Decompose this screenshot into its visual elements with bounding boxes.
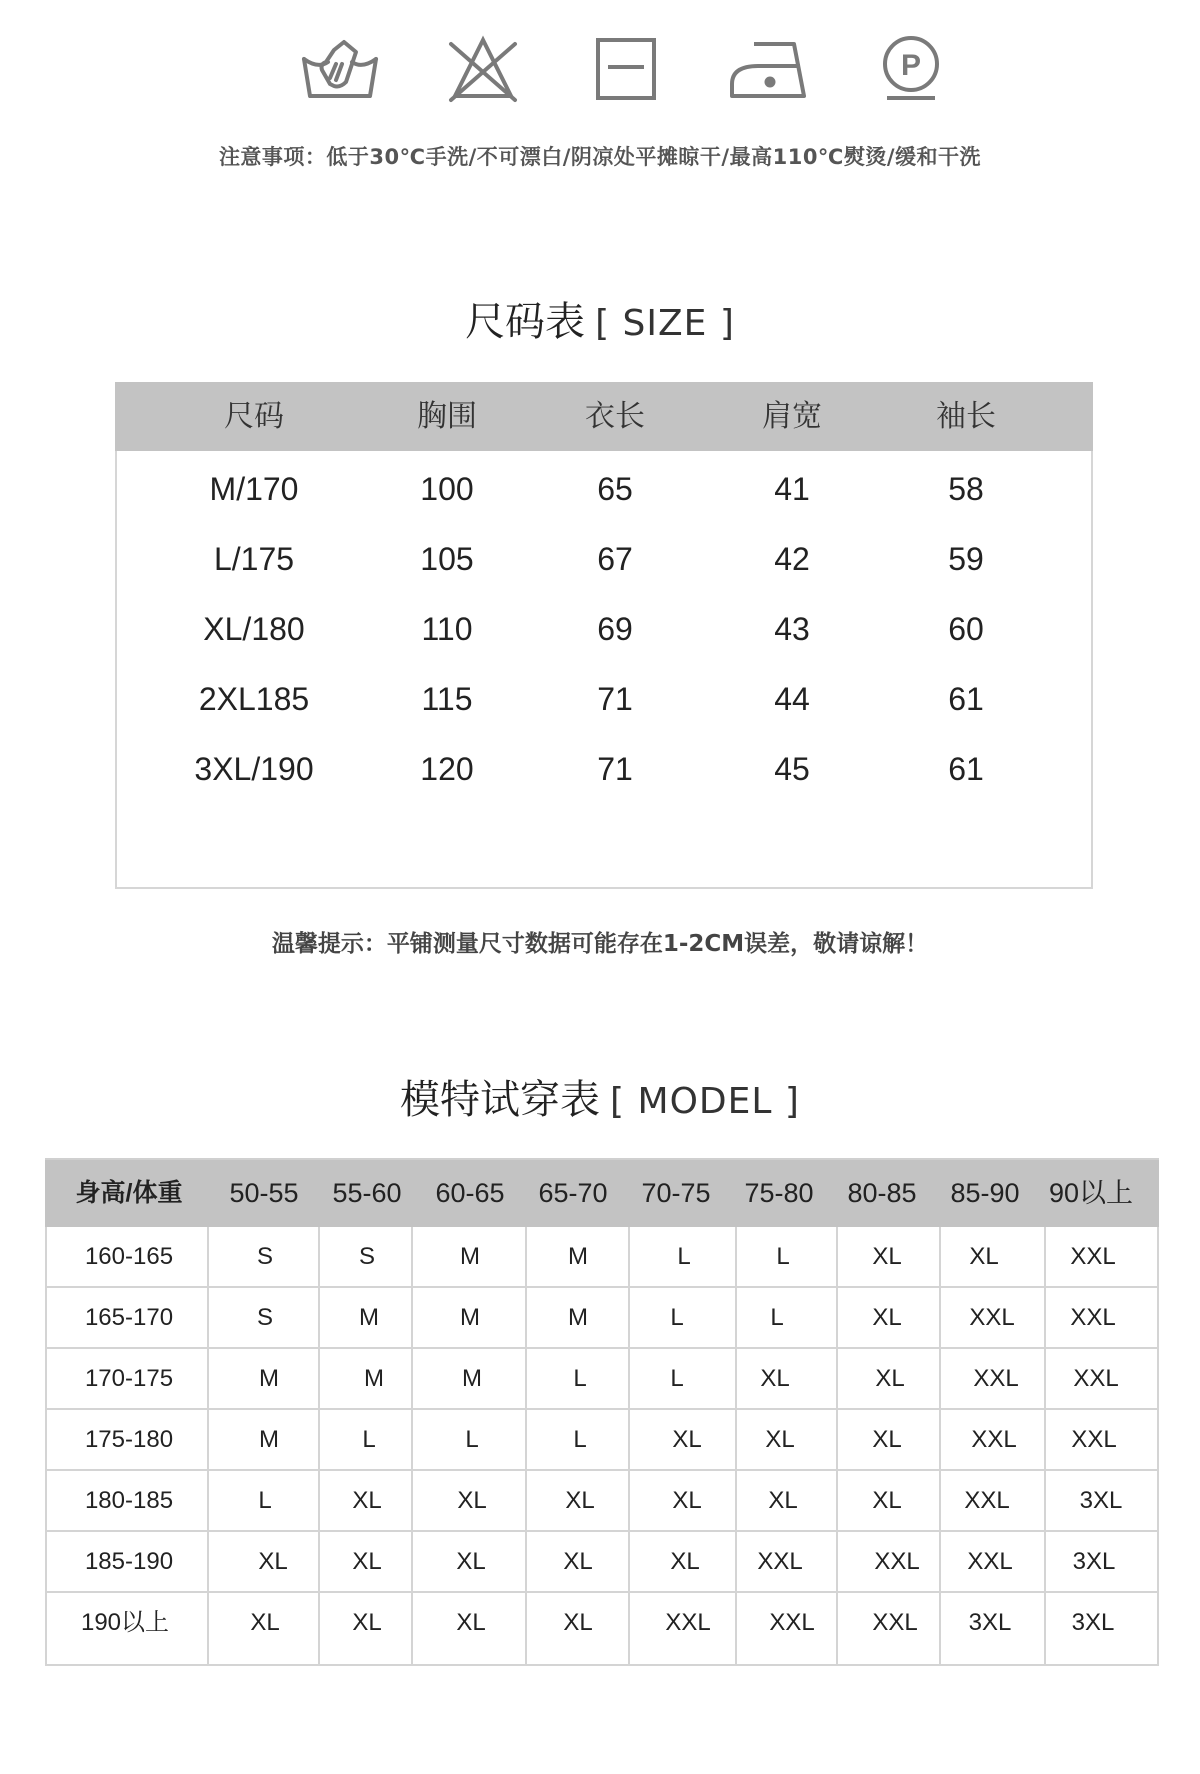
cell-size: XXL [971, 1426, 1017, 1453]
care-icons-row [0, 34, 1200, 104]
cell-size: XL [563, 1609, 593, 1636]
cell-shoulder: 41 [774, 471, 810, 507]
cell-height: 175-180 [84, 1426, 174, 1453]
header-weight-range: 70-75 [641, 1178, 711, 1208]
cell-chest: 105 [420, 541, 474, 577]
cell-size: XXL [964, 1487, 1010, 1514]
cell-height: 185-190 [84, 1548, 174, 1575]
cell-size: XL [672, 1426, 702, 1453]
table-row [115, 524, 1093, 594]
table-row [47, 1288, 1157, 1349]
cell-size: XL [760, 1365, 790, 1392]
cell-size: L [670, 1365, 684, 1392]
cell-size: L [770, 1304, 784, 1331]
cell-size: XL [670, 1548, 700, 1575]
cell-size: XXL [969, 1304, 1015, 1331]
header-sleeve: 袖长 [936, 399, 996, 434]
size-chart-header-row [115, 382, 1093, 451]
cell-shoulder: 42 [774, 541, 810, 577]
cell-size: M [359, 1304, 379, 1331]
cell-size: XXL [1070, 1304, 1116, 1331]
size-chart-title-cn: 尺码表 [465, 299, 586, 345]
cell-size: L [677, 1243, 691, 1270]
cell-size: XXL [665, 1609, 711, 1636]
cell-size: M [568, 1243, 588, 1270]
cell-shoulder: 43 [774, 611, 810, 647]
table-row [115, 454, 1093, 524]
cell-size: L [362, 1426, 376, 1453]
model-fit-body [45, 1227, 1159, 1666]
cell-size: S [256, 1243, 274, 1270]
cell-height: 165-170 [84, 1304, 174, 1331]
header-weight-range: 55-60 [332, 1178, 402, 1208]
cell-size: M [259, 1365, 279, 1392]
svg-text:P: P [900, 49, 922, 82]
cell-chest: 110 [421, 611, 473, 647]
cell-size: L [258, 1487, 272, 1514]
table-row [47, 1227, 1157, 1288]
cell-size: 3XL [1071, 1609, 1115, 1636]
header-weight-range: 80-85 [847, 1178, 917, 1208]
cell-size: 3XL [1079, 1487, 1123, 1514]
cell-size: XXL [769, 1609, 815, 1636]
cell-length: 71 [597, 681, 633, 717]
cell-size: XL [872, 1426, 902, 1453]
cell-size: XXL [757, 1548, 803, 1575]
cell-size: XL [352, 1609, 382, 1636]
cell-size: L [776, 1243, 790, 1270]
cell-size: M [259, 1426, 279, 1453]
cell-size: XL [672, 1487, 702, 1514]
cell-size: M/170 [209, 471, 299, 507]
cell-size: XL [457, 1487, 487, 1514]
dry-flat-shade-icon [586, 34, 666, 104]
cell-size: XXL [872, 1609, 918, 1636]
cell-chest: 100 [420, 471, 474, 507]
model-chart-title [0, 1068, 1200, 1125]
cell-size: L [573, 1426, 587, 1453]
cell-size: XXL [967, 1548, 1013, 1575]
cell-size: 2XL185 [198, 681, 310, 717]
table-row [115, 664, 1093, 734]
cell-size: XL [872, 1243, 902, 1270]
cell-size: L [573, 1365, 587, 1392]
table-row [47, 1410, 1157, 1471]
header-weight-range: 75-80 [744, 1178, 814, 1208]
cell-size: XL [875, 1365, 905, 1392]
header-weight-range: 65-70 [538, 1178, 608, 1208]
cell-size: XXL [1073, 1365, 1119, 1392]
header-shoulder: 肩宽 [762, 399, 822, 434]
table-row [47, 1471, 1157, 1532]
cell-size: XL [768, 1487, 798, 1514]
header-length: 衣长 [585, 399, 645, 434]
cell-size: S [256, 1304, 274, 1331]
cell-size: XXL [1070, 1243, 1116, 1270]
header-weight-range: 90以上 [1048, 1178, 1134, 1208]
cell-size: XL [456, 1609, 486, 1636]
cell-size: XL [565, 1487, 595, 1514]
table-row [115, 734, 1093, 804]
header-chest: 胸围 [417, 399, 477, 434]
cell-sleeve: 61 [948, 681, 984, 717]
cell-size: XL [872, 1304, 902, 1331]
care-instructions-text: 注意事项：低于30℃手洗/不可漂白/阴凉处平摊晾干/最高110℃熨烫/缓和干洗 [218, 145, 982, 169]
dry-clean-p-icon [871, 34, 951, 104]
header-height-weight: 身高/体重 [75, 1179, 183, 1207]
measurement-tip: 温馨提示：平铺测量尺寸数据可能存在1-2CM误差，敬请谅解！ [271, 931, 929, 957]
cell-size: L/175 [213, 541, 295, 577]
cell-chest: 120 [420, 751, 474, 787]
cell-size: XL [352, 1548, 382, 1575]
cell-size: XL [258, 1548, 288, 1575]
cell-height: 180-185 [84, 1487, 174, 1514]
cell-size: XL [456, 1548, 486, 1575]
model-fit-header-row [45, 1158, 1159, 1227]
cell-size: XL [352, 1487, 382, 1514]
cell-chest: 115 [421, 681, 473, 717]
size-chart-title [0, 290, 1200, 347]
iron-low-icon [728, 34, 808, 104]
cell-size: M [462, 1365, 482, 1392]
table-row [115, 594, 1093, 664]
hand-wash-30-icon [300, 34, 380, 104]
header-size: 尺码 [224, 399, 284, 434]
cell-sleeve: 58 [948, 471, 984, 507]
cell-size: M [568, 1304, 588, 1331]
cell-size: M [460, 1243, 480, 1270]
cell-size: XL [563, 1548, 593, 1575]
header-weight-range: 50-55 [229, 1178, 299, 1208]
cell-length: 65 [597, 471, 633, 507]
cell-size: M [460, 1304, 480, 1331]
header-weight-range: 85-90 [950, 1178, 1020, 1208]
size-chart-title-en: [ SIZE ] [595, 303, 735, 344]
table-row [47, 1593, 1157, 1654]
cell-size: M [364, 1365, 384, 1392]
cell-shoulder: 44 [774, 681, 810, 717]
cell-size: XXL [973, 1365, 1019, 1392]
cell-height: 160-165 [84, 1243, 174, 1270]
cell-length: 67 [597, 541, 633, 577]
table-row [47, 1532, 1157, 1593]
cell-size: XL [250, 1609, 280, 1636]
do-not-bleach-icon [443, 34, 523, 104]
cell-sleeve: 61 [948, 751, 984, 787]
cell-length: 69 [597, 611, 633, 647]
cell-size: XL [969, 1243, 999, 1270]
cell-size: XL [872, 1487, 902, 1514]
cell-size: L [465, 1426, 479, 1453]
table-row [47, 1349, 1157, 1410]
cell-shoulder: 45 [774, 751, 810, 787]
cell-size: XXL [874, 1548, 920, 1575]
cell-size: 3XL/190 [194, 751, 314, 787]
cell-size: XL/180 [203, 611, 305, 647]
model-chart-title-cn: 模特试穿表 [400, 1077, 601, 1123]
size-chart-table [115, 382, 1093, 889]
cell-size: 3XL [1072, 1548, 1116, 1575]
cell-size: XL [765, 1426, 795, 1453]
cell-size: L [670, 1304, 684, 1331]
cell-height: 190以上 [80, 1609, 170, 1636]
cell-size: 3XL [968, 1609, 1012, 1636]
cell-sleeve: 59 [948, 541, 984, 577]
header-weight-range: 60-65 [435, 1178, 505, 1208]
model-fit-table [45, 1158, 1159, 1666]
cell-size: XXL [1071, 1426, 1117, 1453]
cell-sleeve: 60 [948, 611, 984, 647]
cell-length: 71 [597, 751, 633, 787]
cell-height: 170-175 [84, 1365, 174, 1392]
cell-size: S [358, 1243, 376, 1270]
model-chart-title-en: [ MODEL ] [610, 1081, 800, 1122]
